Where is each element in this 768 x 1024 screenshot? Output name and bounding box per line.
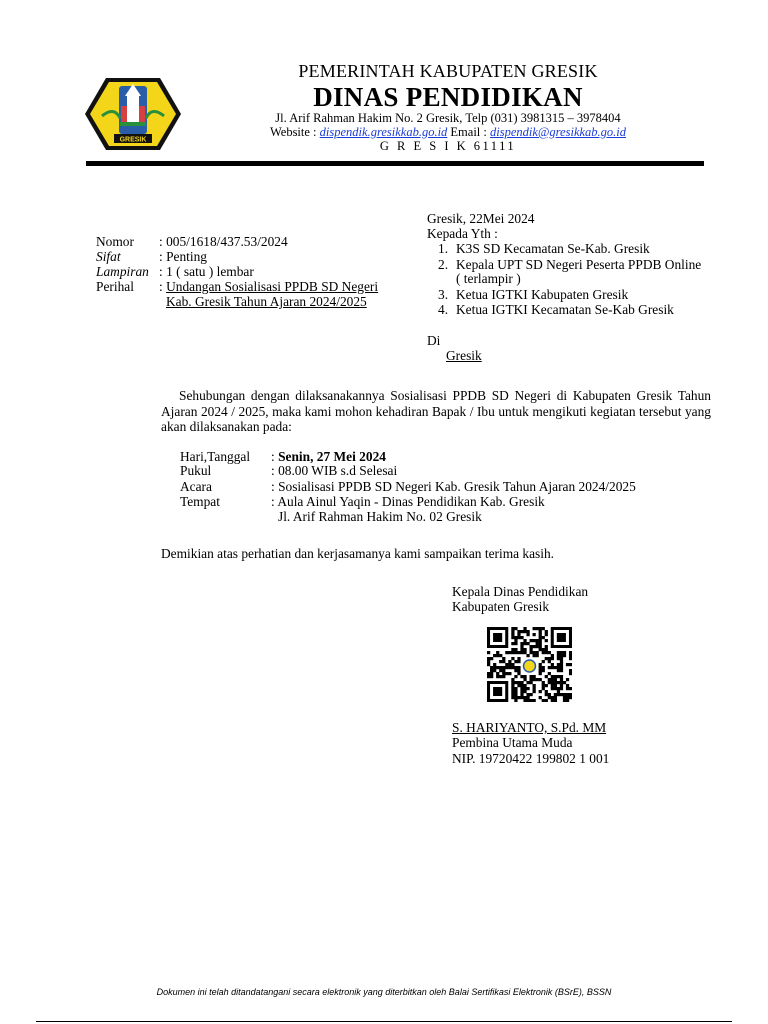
- kepada-label: Kepada Yth :: [427, 226, 498, 241]
- website-label: Website :: [269, 125, 320, 139]
- recipient-num-2: 2.: [438, 257, 449, 272]
- recipient-item-2b: ( terlampir ): [456, 271, 521, 286]
- signer-rank: Pembina Utama Muda: [452, 735, 573, 750]
- recipient-num-1: 1.: [438, 241, 449, 256]
- di-label: Di: [427, 333, 441, 348]
- gresik-logo: [84, 76, 182, 152]
- meta-lampiran: [96, 264, 254, 280]
- perihal-colon: :: [159, 279, 167, 294]
- recipient-item-3: Ketua IGTKI Kabupaten Gresik: [456, 287, 629, 302]
- hari-colon: :: [271, 449, 275, 464]
- header-rule-thick: [86, 161, 704, 166]
- website-link[interactable]: dispendik.gresikkab.go.id: [319, 125, 448, 139]
- qr-code: [487, 627, 572, 702]
- letterhead-contacts: [228, 125, 668, 140]
- logo-text: GRESIK: [119, 136, 147, 144]
- recipient-num-4: 4.: [438, 302, 449, 317]
- recipient-item-1: K3S SD Kecamatan Se-Kab. Gresik: [456, 241, 650, 256]
- esign-footer-note: Dokumen ini telah ditandatangani secara elektronik yang diterbitkan oleh Balai Sertifikasi Elektronik (BSrE), BSSN: [156, 987, 612, 997]
- meta-perihal-2: [166, 294, 367, 310]
- acara-label: Acara: [180, 479, 212, 494]
- dept-name: DINAS PENDIDIKAN: [313, 82, 583, 112]
- pukul-value: : 08.00 WIB s.d Selesai: [271, 463, 398, 478]
- tempat-value-2: Jl. Arif Rahman Hakim No. 02 Gresik: [278, 509, 482, 524]
- meta-perihal: [96, 279, 378, 295]
- hari-label: Hari,Tanggal: [180, 449, 251, 464]
- signature-title-2: Kabupaten Gresik: [452, 599, 550, 614]
- email-label: Email :: [447, 125, 490, 139]
- recipient-num-3: 3.: [438, 287, 449, 302]
- lampiran-label: Lampiran: [96, 264, 149, 279]
- recipient-item-2: Kepala UPT SD Negeri Peserta PPDB Online: [456, 257, 702, 272]
- signer-name: S. HARIYANTO, S.Pd. MM: [452, 720, 607, 735]
- pukul-label: Pukul: [180, 463, 212, 478]
- signer-nip: NIP. 19720422 199802 1 001: [452, 751, 610, 766]
- sifat-value: : Penting: [159, 249, 207, 264]
- letterhead-address: Jl. Arif Rahman Hakim No. 2 Gresik, Telp (031) 3981315 – 3978404: [275, 111, 621, 125]
- nomor-value: : 005/1618/437.53/2024: [159, 234, 288, 249]
- org-name: PEMERINTAH KABUPATEN GRESIK: [298, 61, 598, 81]
- acara-value: : Sosialisasi PPDB SD Negeri Kab. Gresik Tahun Ajaran 2024/2025: [271, 479, 636, 494]
- email-link[interactable]: dispendik@gresikkab.go.id: [490, 125, 627, 139]
- recipient-item-4: Ketua IGTKI Kecamatan Se-Kab Gresik: [456, 302, 674, 317]
- tempat-value: : Aula Ainul Yaqin - Dinas Pendidikan Kab. Gresik: [271, 494, 545, 509]
- sifat-label: Sifat: [96, 249, 121, 264]
- perihal-label: Perihal: [96, 279, 134, 294]
- perihal-line-1: Undangan Sosialisasi PPDB SD Negeri: [166, 279, 379, 294]
- footer-rule: [36, 1021, 732, 1022]
- hari-value: Senin, 27 Mei 2024: [278, 449, 386, 464]
- tempat-label: Tempat: [180, 494, 220, 509]
- nomor-label: Nomor: [96, 234, 134, 249]
- letter-date: Gresik, 22Mei 2024: [427, 211, 535, 226]
- lampiran-value: : 1 ( satu ) lembar: [159, 264, 254, 279]
- city-line: G R E S I K 61111: [379, 139, 517, 153]
- closing-paragraph: Demikian atas perhatian dan kerjasamanya kami sampaikan terima kasih.: [161, 546, 555, 561]
- perihal-line-2: Kab. Gresik Tahun Ajaran 2024/2025: [166, 294, 367, 309]
- intro-paragraph: Sehubungan dengan dilaksanakannya Sosialisasi PPDB SD Negeri di Kabupaten Gresik Tahun Ajaran 2024 / 2025, maka kami mohon kehadiran Bapak / Ibu untuk mengikuti kegiatan tersebut yang akan dilaksanakan pada:: [161, 388, 711, 434]
- signature-title-1: Kepala Dinas Pendidikan: [452, 584, 589, 599]
- meta-nomor: [96, 234, 288, 250]
- meta-sifat: [96, 249, 207, 265]
- recipient-place: Gresik: [446, 348, 482, 363]
